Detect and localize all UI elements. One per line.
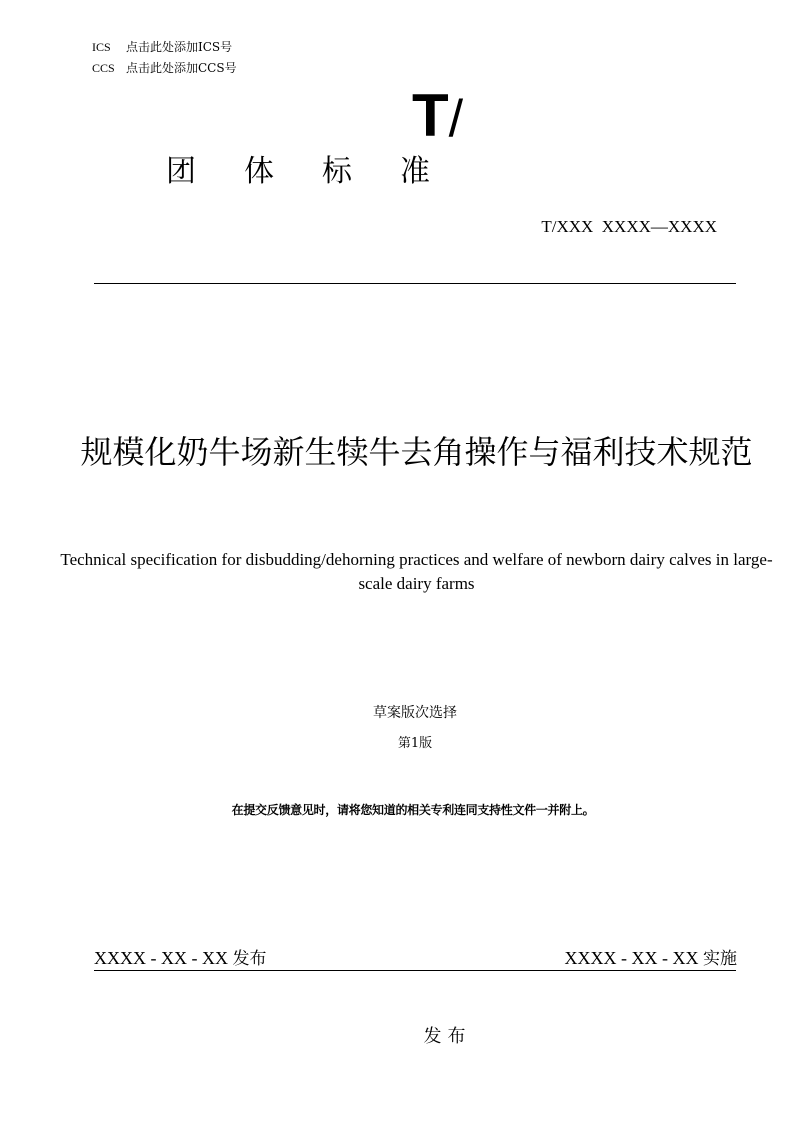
logo-letter: T bbox=[412, 82, 447, 149]
implementation-date[interactable] bbox=[565, 946, 737, 971]
release-date[interactable] bbox=[94, 946, 266, 971]
ics-row bbox=[92, 39, 232, 55]
ccs-placeholder[interactable]: 点击此处添加CCS号 bbox=[126, 61, 237, 75]
ccs-row bbox=[92, 60, 237, 76]
ics-label: ICS bbox=[92, 40, 111, 54]
bottom-divider bbox=[94, 970, 736, 971]
title-english[interactable]: Technical specification for disbudding/dehorning practices and welfare of newborn dairy calves in large-scale dairy farms bbox=[60, 550, 773, 593]
publisher[interactable]: 发布 bbox=[423, 1026, 472, 1047]
ccs-label: CCS bbox=[92, 61, 115, 75]
draft-type-selector[interactable]: 草案版次选择 bbox=[373, 705, 457, 721]
standard-logo bbox=[412, 84, 461, 151]
feedback-note: 在提交反馈意见时，请将您知道的相关专利连同支持性文件一并附上。 bbox=[231, 803, 595, 817]
standard-type: 团体标准 bbox=[166, 154, 478, 189]
release-date-value: XXXX - XX - XX bbox=[94, 948, 228, 968]
logo-slash: / bbox=[448, 90, 462, 148]
ics-placeholder[interactable]: 点击此处添加ICS号 bbox=[126, 40, 233, 54]
title-chinese[interactable]: 规模化奶牛场新生犊牛去角操作与福利技术规范 bbox=[80, 433, 753, 471]
release-label: 发布 bbox=[232, 949, 267, 969]
standard-number[interactable]: T/XXX XXXX—XXXX bbox=[541, 217, 717, 236]
top-divider bbox=[94, 283, 736, 284]
draft-version[interactable]: 第1版 bbox=[397, 736, 433, 751]
implementation-date-value: XXXX - XX - XX bbox=[564, 948, 699, 968]
implementation-label: 实施 bbox=[703, 949, 737, 969]
